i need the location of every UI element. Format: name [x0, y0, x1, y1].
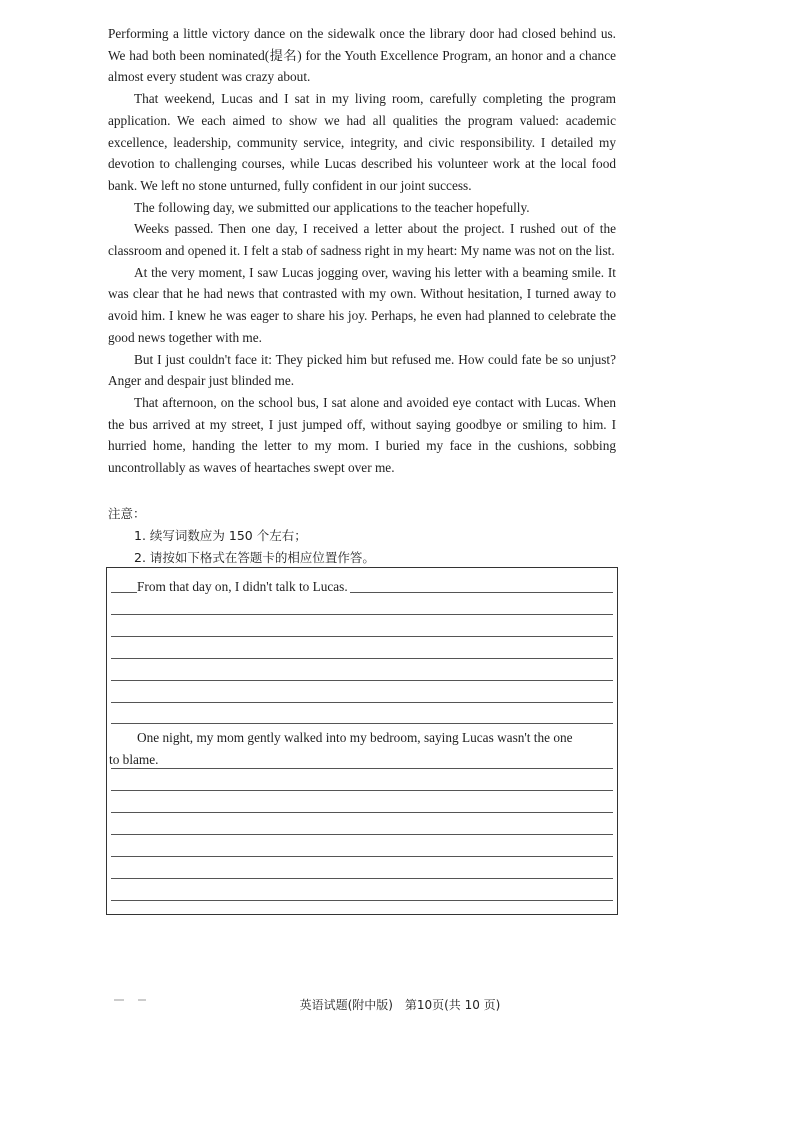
story-paragraph: Performing a little victory dance on the sidewalk once the library door had closed behind us. We had both been nominated(提名) for the Youth Excellence Program, an honor and a chance almost every student was crazy about.	[108, 26, 616, 85]
instructions	[108, 503, 618, 569]
answer-box[interactable]	[106, 567, 618, 915]
story-passage	[108, 23, 616, 479]
instructions-heading: 注意：	[108, 506, 146, 521]
writing-line[interactable]	[111, 790, 613, 791]
continuation-prompt-2-end	[109, 749, 619, 771]
story-paragraph: But I just couldn't face it: They picked him but refused me. How could fate be so unjust? Anger and despair just blinded me.	[108, 351, 616, 389]
writing-line[interactable]	[111, 658, 613, 659]
instruction-item: 2. 请按如下格式在答题卡的相应位置作答。	[134, 550, 375, 565]
writing-line[interactable]	[111, 878, 613, 879]
writing-line[interactable]	[111, 900, 613, 901]
story-paragraph: That weekend, Lucas and I sat in my living room, carefully completing the program application. We each aimed to show we had all qualities the program valued: academic excellence, leadership, community service, integrity, and civic responsibility. I detailed my devotion to challenging courses, while Lucas described his volunteer work at the local food bank. We left no stone unturned, fully confident in our joint success.	[108, 91, 616, 193]
page-number: 第10页(共 10 页)	[404, 998, 501, 1012]
writing-line[interactable]	[111, 614, 613, 615]
writing-line[interactable]	[111, 680, 613, 681]
exam-title: 英语试题(附中版)	[299, 998, 393, 1012]
writing-line[interactable]	[111, 636, 613, 637]
writing-line[interactable]	[111, 856, 613, 857]
story-paragraph: The following day, we submitted our applications to the teacher hopefully.	[134, 199, 530, 215]
writing-line[interactable]	[111, 702, 613, 703]
story-paragraph: That afternoon, on the school bus, I sat alone and avoided eye contact with Lucas. When the bus arrived at my street, I just jumped off, without saying goodbye or smiling to him. I hurried home, handing the letter to my mom. I buried my face in the cushions, sobbing uncontrollably as waves of heartaches swept over me.	[108, 394, 616, 476]
continuation-prompt-1	[107, 576, 617, 598]
writing-line[interactable]	[111, 834, 613, 835]
writing-line[interactable]	[111, 723, 613, 724]
prompt-2-text-end: to blame.	[109, 752, 159, 767]
story-paragraph: At the very moment, I saw Lucas jogging over, waving his letter with a beaming smile. It was clear that he had news that contrasted with my own. Without hesitation, I turned away to avoid him. I knew he was eager to share his joy. Perhaps, he even had planned to celebrate the good news together with me.	[108, 264, 616, 345]
prompt-2-text: One night, my mom gently walked into my bedroom, saying Lucas wasn't the one	[137, 730, 573, 745]
instruction-item: 1. 续写词数应为 150 个左右；	[134, 528, 307, 543]
page-footer	[0, 996, 800, 1013]
continuation-prompt-2	[107, 727, 617, 749]
story-paragraph: Weeks passed. Then one day, I received a letter about the project. I rushed out of the classroom and opened it. I felt a stab of sadness right in my heart: My name was not on the list.	[108, 221, 616, 259]
prompt-1-text: From that day on, I didn't talk to Lucas.	[137, 579, 348, 594]
writing-line[interactable]	[111, 812, 613, 813]
